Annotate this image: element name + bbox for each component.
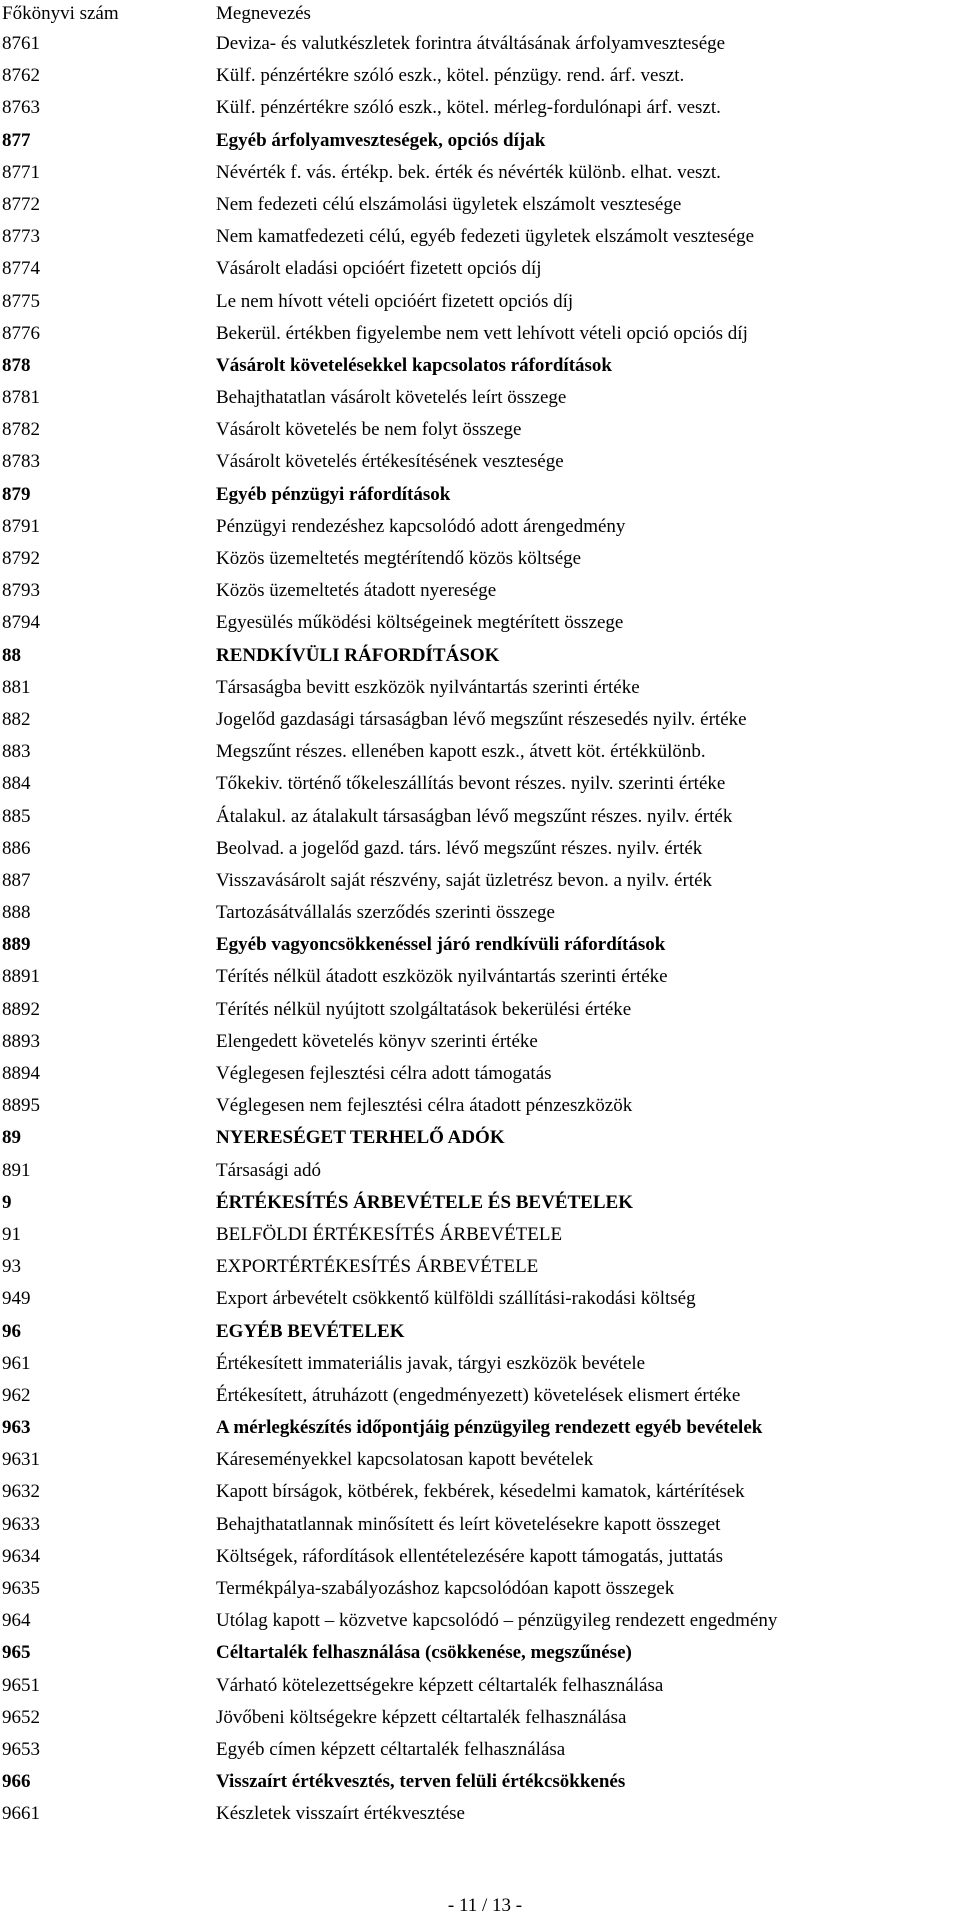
account-name: Le nem hívott vételi opcióért fizetett opciós díj [216,290,574,312]
table-row [0,1122,960,1154]
account-code: 88 [2,644,21,666]
account-code: 964 [2,1610,31,1632]
table-row [0,1090,960,1122]
ledger-rows [0,28,960,1831]
account-name: Közös üzemeltetés átadott nyeresége [216,580,497,602]
account-code: 961 [2,1352,31,1374]
account-name: Káreseményekkel kapcsolatosan kapott bevételek [216,1449,594,1471]
account-code: 8792 [2,548,40,569]
account-name: Behajthatatlan vásárolt követelés leírt összege [216,387,567,409]
table-row [0,1026,960,1058]
header-code: Főkönyvi szám [2,3,119,24]
account-name: Vásárolt követelés be nem folyt összege [216,419,522,441]
account-code: 8794 [2,612,40,634]
account-name: Külf. pénzértékre szóló eszk., kötel. mérleg-fordulónapi árf. veszt. [216,97,721,119]
account-name: Tőkekiv. történő tőkeleszállítás bevont részes. nyilv. szerinti értéke [216,773,726,795]
account-code: 8781 [2,387,40,409]
account-code: 949 [2,1288,31,1310]
account-code: 8791 [2,515,40,537]
account-name: Egyéb címen képzett céltartalék felhasználása [216,1738,566,1760]
account-name: Névérték f. vás. értékp. bek. érték és névérték különb. elhat. veszt. [216,161,721,183]
account-name: Visszavásárolt saját részvény, saját üzletrész bevon. a nyilv. érték [216,869,713,891]
account-code: 8895 [2,1095,40,1117]
account-code: 878 [2,354,31,376]
account-name: Közös üzemeltetés megtérítendő közös költsége [216,548,582,569]
account-code: 8892 [2,998,40,1020]
table-row [0,1058,960,1090]
table-row [0,1187,960,1219]
account-name: Pénzügyi rendezéshez kapcsolódó adott árengedmény [216,515,626,537]
account-code: 8783 [2,451,40,473]
account-name: BELFÖLDI ÉRTÉKESÍTÉS ÁRBEVÉTELE [216,1223,563,1245]
table-row [0,318,960,350]
account-name: Vásárolt eladási opcióért fizetett opciós díj [216,258,542,280]
table-row [0,286,960,318]
account-name: Céltartalék felhasználása (csökkenése, megszűnése) [216,1642,632,1664]
account-code: 89 [2,1127,21,1149]
account-name: Térítés nélkül nyújtott szolgáltatások bekerülési értéke [216,998,632,1020]
account-name: EGYÉB BEVÉTELEK [216,1320,405,1342]
table-row [0,1702,960,1734]
table-row [0,446,960,478]
account-code: 891 [2,1159,31,1181]
account-name: Értékesített, átruházott (engedményezett) követelések elismert értéke [216,1384,741,1406]
account-name: Jogelőd gazdasági társaságban lévő megszűnt részesedés nyilv. értéke [216,708,747,730]
account-code: 93 [2,1256,21,1278]
table-row [0,994,960,1026]
table-row [0,1637,960,1669]
account-name: Társaságba bevitt eszközök nyilvántartás szerinti értéke [216,676,640,698]
table-row [0,1798,960,1830]
account-code: 889 [2,934,31,956]
table-row [0,1283,960,1315]
account-code: 9632 [2,1481,40,1503]
account-name: Véglegesen fejlesztési célra adott támogatás [216,1063,552,1084]
account-name: Vásárolt követelésekkel kapcsolatos ráfordítások [216,354,612,376]
account-code: 8773 [2,226,40,248]
account-code: 882 [2,708,31,730]
table-row [0,1573,960,1605]
table-header [0,0,960,28]
account-name: Termékpálya-szabályozáshoz kapcsolódóan kapott összegek [216,1578,675,1599]
account-code: 884 [2,773,31,795]
table-row [0,897,960,929]
account-name: Társasági adó [216,1159,321,1181]
account-name: RENDKÍVÜLI RÁFORDÍTÁSOK [216,644,500,666]
account-code: 8762 [2,65,40,87]
table-row [0,189,960,221]
account-name: EXPORTÉRTÉKESÍTÉS ÁRBEVÉTELE [216,1256,539,1278]
table-row [0,28,960,60]
account-name: ÉRTÉKESÍTÉS ÁRBEVÉTELE ÉS BEVÉTELEK [216,1191,633,1213]
table-row [0,1509,960,1541]
table-row [0,350,960,382]
table-row [0,511,960,543]
account-code: 9 [2,1191,12,1213]
account-name: Bekerül. értékben figyelembe nem vett lehívott vételi opció opciós díj [216,322,748,344]
table-row [0,1251,960,1283]
account-code: 9651 [2,1674,40,1696]
account-name: Készletek visszaírt értékvesztése [216,1803,465,1825]
account-code: 8793 [2,580,40,602]
table-row [0,382,960,414]
account-name: Átalakul. az átalakult társaságban lévő megszűnt részes. nyilv. érték [216,805,733,827]
account-code: 9631 [2,1449,40,1471]
account-name: Térítés nélkül átadott eszközök nyilvántartás szerinti értéke [216,966,668,988]
account-name: Utólag kapott – közvetve kapcsolódó – pénzügyileg rendezett engedmény [216,1610,778,1632]
account-name: Tartozásátvállalás szerződés szerinti összege [216,902,555,924]
table-row [0,414,960,446]
account-name: Deviza- és valutkészletek forintra átváltásának árfolyamvesztesége [216,33,726,54]
account-name: Behajthatatlannak minősített és leírt követelésekre kapott összeget [216,1513,721,1535]
account-code: 96 [2,1320,21,1342]
table-row [0,1155,960,1187]
account-name: Értékesített immateriális javak, tárgyi eszközök bevétele [216,1352,646,1374]
table-row [0,125,960,157]
table-row [0,479,960,511]
table-row [0,768,960,800]
table-row [0,1380,960,1412]
account-code: 8772 [2,193,40,215]
account-name: Külf. pénzértékre szóló eszk., kötel. pénzügy. rend. árf. veszt. [216,65,685,87]
account-code: 965 [2,1642,31,1664]
account-code: 881 [2,676,31,698]
account-code: 877 [2,129,31,151]
account-code: 9634 [2,1545,40,1567]
account-code: 8771 [2,161,40,183]
account-name: Nem kamatfedezeti célú, egyéb fedezeti ügyletek elszámolt vesztesége [216,226,755,248]
table-row [0,1316,960,1348]
account-name: NYERESÉGET TERHELŐ ADÓK [216,1127,505,1149]
account-name: Jövőbeni költségekre képzett céltartalék felhasználása [216,1706,627,1728]
account-name: Egyéb vagyoncsökkenéssel járó rendkívüli ráfordítások [216,934,666,956]
table-row [0,1412,960,1444]
account-code: 8782 [2,419,40,441]
account-code: 8763 [2,97,40,119]
table-row [0,607,960,639]
table-row [0,1734,960,1766]
account-code: 883 [2,741,31,763]
table-row [0,1670,960,1702]
table-row [0,1476,960,1508]
account-code: 9633 [2,1513,40,1535]
table-row [0,801,960,833]
account-code: 91 [2,1223,21,1245]
account-name: Visszaírt értékvesztés, terven felüli értékcsökkenés [216,1771,626,1793]
table-row [0,1605,960,1637]
account-name: Költségek, ráfordítások ellentételezésére kapott támogatás, juttatás [216,1545,723,1567]
table-row [0,1348,960,1380]
table-row [0,1766,960,1798]
table-row [0,1541,960,1573]
table-row [0,833,960,865]
account-code: 9635 [2,1578,40,1599]
table-row [0,672,960,704]
account-code: 963 [2,1417,31,1439]
account-name: Egyéb pénzügyi ráfordítások [216,483,451,505]
account-name: Nem fedezeti célú elszámolási ügyletek elszámolt vesztesége [216,193,682,215]
account-code: 8776 [2,322,40,344]
account-code: 966 [2,1771,31,1793]
account-code: 8761 [2,33,40,54]
table-row [0,575,960,607]
account-name: A mérlegkészítés időpontjáig pénzügyileg rendezett egyéb bevételek [216,1417,763,1439]
account-name: Elengedett követelés könyv szerinti értéke [216,1030,538,1052]
account-code: 8891 [2,966,40,988]
table-row [0,92,960,124]
table-row [0,736,960,768]
account-name: Export árbevételt csökkentő külföldi szállítási-rakodási költség [216,1288,696,1310]
account-name: Várható kötelezettségekre képzett céltartalék felhasználása [216,1674,664,1696]
table-row [0,929,960,961]
table-row [0,543,960,575]
account-code: 962 [2,1384,31,1406]
table-row [0,865,960,897]
account-code: 9653 [2,1738,40,1760]
table-row [0,640,960,672]
account-code: 888 [2,902,31,924]
account-code: 887 [2,869,31,891]
account-code: 886 [2,837,31,859]
account-code: 8894 [2,1063,40,1084]
account-code: 9652 [2,1706,40,1728]
account-code: 885 [2,805,31,827]
table-row [0,1219,960,1251]
account-name: Egyéb árfolyamveszteségek, opciós díjak [216,129,546,151]
account-name: Egyesülés működési költségeinek megtérített összege [216,612,624,634]
account-code: 8775 [2,290,40,312]
table-row [0,704,960,736]
header-name: Megnevezés [216,3,311,24]
account-code: 8893 [2,1030,40,1052]
account-code: 8774 [2,258,40,280]
table-row [0,961,960,993]
account-code: 9661 [2,1803,40,1825]
account-name: Véglegesen nem fejlesztési célra átadott pénzeszközök [216,1095,633,1117]
table-row [0,221,960,253]
account-code: 879 [2,483,31,505]
table-row [0,157,960,189]
page-number: - 11 / 13 - [447,1895,523,1916]
account-name: Beolvad. a jogelőd gazd. társ. lévő megszűnt részes. nyilv. érték [216,837,703,859]
table-row [0,253,960,285]
table-row [0,1444,960,1476]
account-name: Kapott bírságok, kötbérek, fekbérek, késedelmi kamatok, kártérítések [216,1481,745,1503]
account-name: Megszűnt részes. ellenében kapott eszk., átvett köt. értékkülönb. [216,741,706,763]
account-name: Vásárolt követelés értékesítésének vesztesége [216,451,564,473]
table-row [0,60,960,92]
